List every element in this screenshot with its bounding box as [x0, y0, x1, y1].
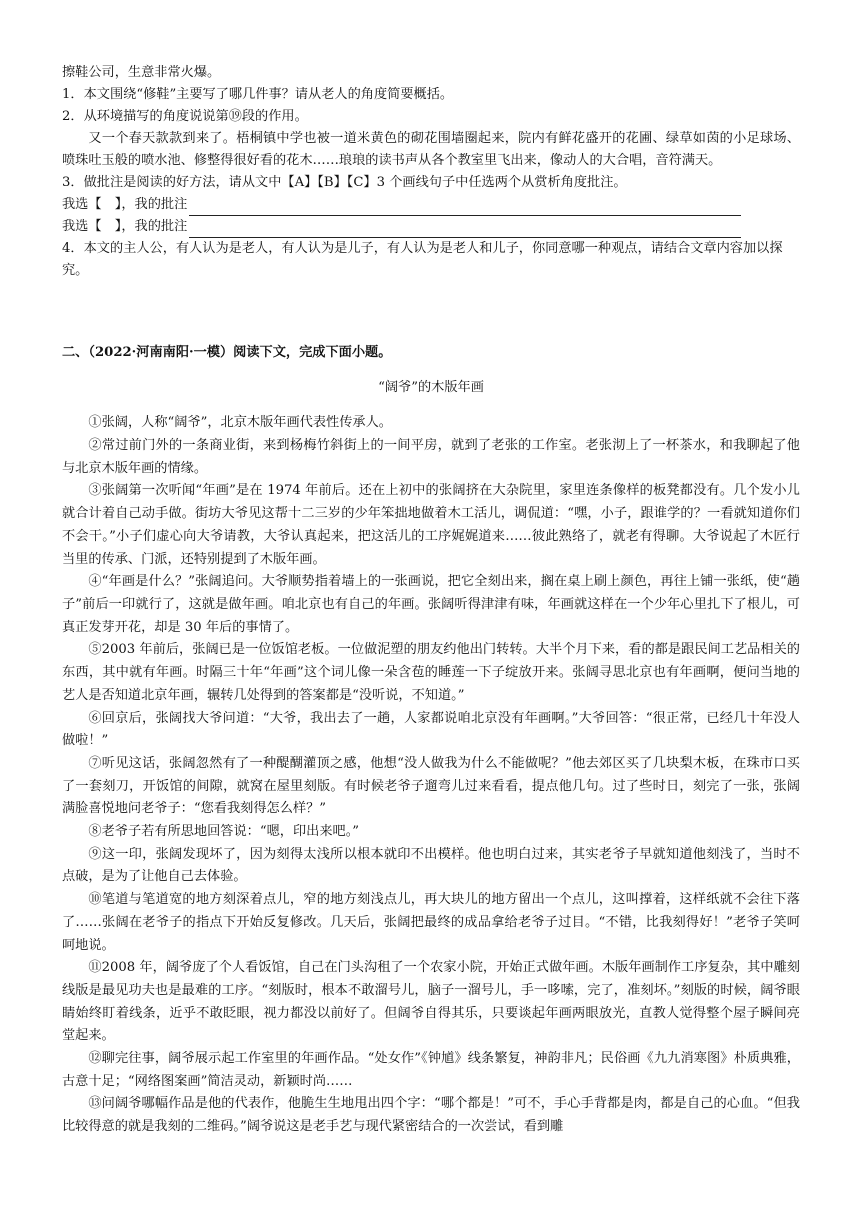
article-paragraph: ⑪2008 年，阔爷庞了个人看饭馆，自己在门头沟租了一个农家小院，开始正式做年画。木版年画制作工序复杂，其中雕刻线版是最见功夫也是最难的工序。“刻版时，根本不敢溜号儿，脑子一溜号儿，手一哆嗦，完了，准刻坏。”刻版的时候，阔爷眼睛始终盯着线条，近乎不敢眨眼，视力都没以前好了。但阔爷自得其乐，只要谈起年画两眼放光，直教人觉得整个屋子瞬间亮堂起来。 [62, 960, 800, 1044]
excerpt-paragraph: 又一个春天款款到来了。梧桐镇中学也被一道米黄色的砌花围墙圈起来，院内有鲜花盛开的花圃、绿草如茵的小足球场、喷珠吐玉般的喷水池、修整得很好看的花木……琅琅的读书声从各个教室里飞出来，像动人的大合唱，音符满天。 [62, 131, 800, 168]
question-4: 4．本文的主人公，有人认为是老人，有人认为是儿子，有人认为是老人和儿子，你同意哪一种观点，请结合文章内容加以探究。 [62, 241, 783, 278]
article-title: “阔爷”的木版年画 [378, 380, 484, 396]
article-paragraph: ⑧老爷子若有所思地回答说：“嗯，印出来吧。” [88, 824, 360, 840]
article-paragraph: ②常过前门外的一条商业街，来到杨梅竹斜街上的一间平房，就到了老张的工作室。老张沏上了一杯茶水，和我聊起了他与北京木版年画的情缘。 [62, 438, 800, 476]
article-paragraph: ④“年画是什么？”张阔追问。大爷顺势指着墙上的一张画说，把它全刻出来，搁在桌上刷上颜色，再往上铺一张纸，使“趟子”前后一印就行了，这就是做年画。咱北京也有自己的年画。张阔听得津津有味，年画就这样在一个少年心里扎下了根儿，可真正发芽开花，却是 30 年后的事情了。 [62, 574, 800, 635]
answer-row-1 [62, 194, 800, 216]
article-paragraph: ⑩笔道与笔道宽的地方刻深着点儿，窄的地方刻浅点儿，再大块儿的地方留出一个点儿，这叫撑着，这样纸就不会往下落了……张阔在老爷子的指点下开始反复修改。几天后，张阔把最终的成品拿给老爷子过目。“不错，比我刻得好！”老爷子笑呵呵地说。 [62, 892, 800, 953]
article-paragraph: ③张阔第一次听闻“年画”是在 1974 年前后。还在上初中的张阔挤在大杂院里，家里连条像样的板凳都没有。几个发小儿就合计着自己动手做。街坊大爷见这帮十二三岁的少年笨拙地做着木工活儿，调侃道：“嘿，小子，跟谁学的？一看就知道你们不会干。”小子们虚心向大爷请教，大爷认真起来，把这活儿的工序娓娓道来……彼此熟络了，就老有得聊。大爷说起了木匠行当里的传承、门派，还特别提到了木版年画。 [62, 483, 800, 567]
answer-blank-1[interactable] [189, 200, 741, 216]
article-paragraph: ⑫聊完往事，阔爷展示起工作室里的年画作品。“处女作”《钟馗》线条繁复，神韵非凡；民俗画《九九消寒图》朴质典雅，古意十足；“网络图案画”简洁灵动，新颖时尚…… [62, 1051, 800, 1089]
document-page [62, 62, 800, 1139]
answer-label-2: 我选【 】，我的批注 [62, 219, 188, 234]
question-1: 1．本文围绕“修鞋”主要写了哪几件事？请从老人的角度简要概括。 [62, 87, 454, 102]
question-3: 3．做批注是阅读的好方法，请从文中【A】【B】【C】3 个画线句子中任选两个从赏析角度批注。 [62, 175, 627, 190]
question-2: 2．从环境描写的角度说说第⑲段的作用。 [62, 109, 308, 124]
article-paragraph: ⑦听见这话，张阔忽然有了一种醍醐灌顶之感，他想“没人做我为什么不能做呢？”他去郊区买了几块梨木板，在珠市口买了一套刻刀，开饭馆的间隙，就窝在屋里刻版。有时候老爷子遛弯儿过来看看，提点他几句。过了些时日，刻完了一张，张阔满脸喜悦地问老爷子：“您看我刻得怎么样？” [62, 755, 800, 817]
article-paragraph: ①张阔，人称“阔爷”，北京木版年画代表性传承人。 [88, 415, 392, 431]
section-2-title: 二、（2022·河南南阳·一模）阅读下文，完成下面小题。 [62, 345, 392, 360]
answer-row-2 [62, 216, 800, 238]
article-paragraph: ⑤2003 年前后，张阔已是一位饭馆老板。一位做泥塑的朋友约他出门转转。大半个月下来，看的都是跟民间工艺品相关的东西，其中就有年画。时隔三十年“年画”这个词儿像一朵含苞的睡莲一下子绽放开来。张阔寻思北京也有年画啊，便问当地的艺人是否知道北京年画，辗转几处得到的答案都是“没听说，不知道。” [62, 642, 800, 703]
answer-blank-2[interactable] [189, 222, 741, 238]
article-body [62, 412, 800, 1139]
article-paragraph: ⑬问阔爷哪幅作品是他的代表作，他脆生生地甩出四个字：“哪个都是！”可不，手心手背都是肉，都是自己的心血。“但我比较得意的就是我刻的二维码。”阔爷说这是老手艺与现代紧密结合的一次尝试，看到雕 [62, 1096, 800, 1135]
prev-text-line: 擦鞋公司，生意非常火爆。 [62, 65, 221, 80]
article-paragraph: ⑨这一印，张阔发现坏了，因为刻得太浅所以根本就印不出模样。他也明白过来，其实老爷子早就知道他刻浅了，当时不点破，是为了让他自己去体验。 [62, 846, 800, 885]
answer-label-1: 我选【 】，我的批注 [62, 197, 188, 212]
article-paragraph: ⑥回京后，张阔找大爷问道：“大爷，我出去了一趟，人家都说咱北京没有年画啊。”大爷回答：“很正常，已经几十年没人做啦！” [62, 710, 800, 749]
